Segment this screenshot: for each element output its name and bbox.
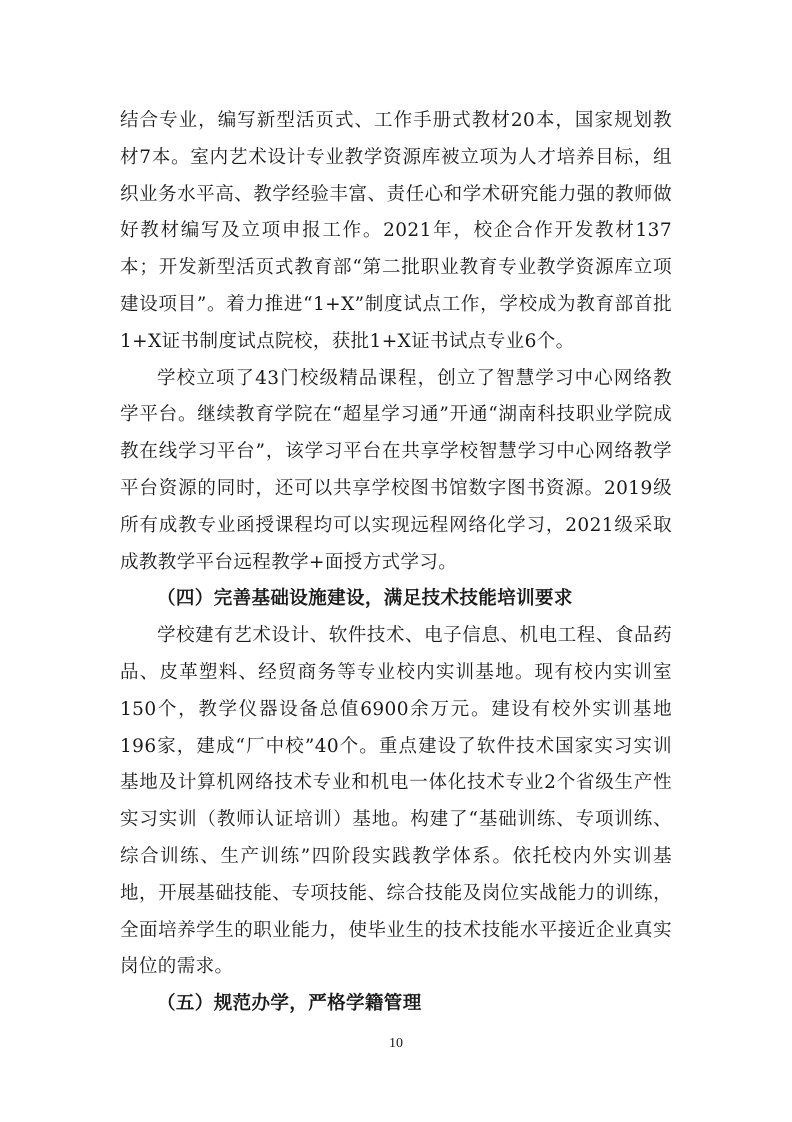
section-heading-infrastructure: （四）完善基础设施建设，满足技术技能培训要求	[157, 588, 573, 610]
page-body	[120, 103, 672, 1023]
page-number: 10	[389, 1036, 403, 1051]
paragraph-training-bases: 学校建有艺术设计、软件技术、电子信息、机电工程、食品药品、皮革塑料、经贸商务等专业校内实训基地。现有校内实训室150个，教学仪器设备总值6900余万元。建设有校外实训基地196家，建成“厂中校”40个。重点建设了软件技术国家实习实训基地及计算机网络技术专业和机电一体化技术专业2个省级生产性实习实训（教师认证培训）基地。构建了“基础训练、专项训练、综合训练、生产训练”四阶段实践教学体系。依托校内外实训基地，开展基础技能、专项技能、综合技能及岗位实战能力的训练，全面培养学生的职业能力，使毕业生的技术技能水平接近企业真实岗位的需求。	[120, 625, 672, 978]
section-heading-school-management: （五）规范办学，严格学籍管理	[157, 993, 422, 1015]
paragraph-online-courses: 学校立项了43门校级精品课程，创立了智慧学习中心网络教学平台。继续教育学院在“超星学习通”开通“湖南科技职业学院成教在线学习平台”，该学习平台在共享学校智慧学习中心网络教学平台资源的同时，还可以共享学校图书馆数字图书资源。2019级所有成教专业函授课程均可以实现远程网络化学习，2021级采取成教教学平台远程教学+面授方式学习。	[120, 367, 672, 573]
paragraph-textbooks: 结合专业，编写新型活页式、工作手册式教材20本，国家规划教材7本。室内艺术设计专业教学资源库被立项为人才培养目标，组织业务水平高、教学经验丰富、责任心和学术研究能力强的教师做好教材编写及立项申报工作。2021年，校企合作开发教材137本；开发新型活页式教育部“第二批职业教育专业教学资源库立项建设项目”。着力推进“1+X”制度试点工作，学校成为教育部首批1+X证书制度试点院校，获批1+X证书试点专业6个。	[120, 110, 672, 352]
